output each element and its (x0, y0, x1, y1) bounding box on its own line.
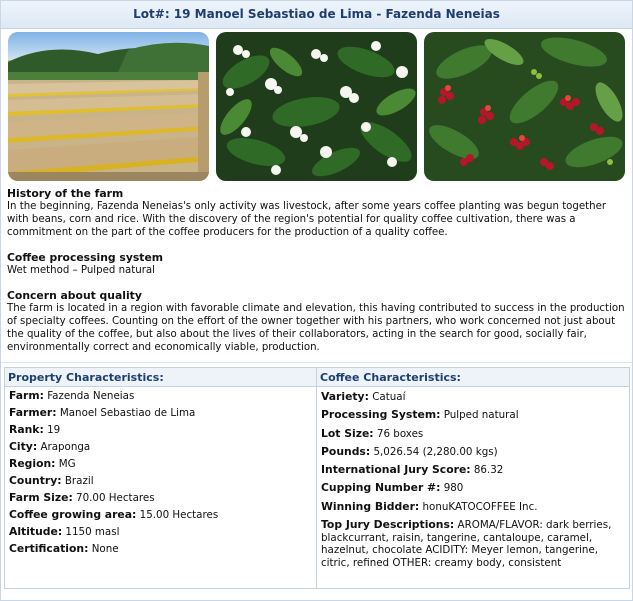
coffee-row-pounds: Pounds: 5,026.54 (2,280.00 kgs) (321, 444, 498, 458)
coffee-row-processing: Processing System: Pulped natural (321, 408, 519, 422)
property-row-certification: Certification: None (9, 542, 119, 555)
property-row-farm: Farm: Fazenda Neneias (9, 389, 135, 402)
characteristics-table (4, 367, 630, 589)
photo-strip (1, 29, 632, 181)
property-row-farmer: Farmer: Manoel Sebastiao de Lima (9, 406, 196, 419)
quality-heading: Concern about quality (7, 289, 142, 302)
lot-title: Lot#: 19 Manoel Sebastiao de Lima - Fazenda Neneias (1, 1, 632, 29)
history-text: In the beginning, Fazenda Neneias's only activity was livestock, after some years coffee planting was begun together with beans, corn and rice. With the discovery of the region's potential for quality coffee cultivation, there was a commitment on the part of the coffee producers for the production of a quality coffee. (7, 201, 607, 238)
coffee-row-variety: Variety: Catuaí (321, 390, 406, 403)
property-row-growing-area: Coffee growing area: 15.00 Hectares (9, 508, 219, 521)
coffee-row-cupping-number: Cupping Number #: 980 (321, 481, 464, 495)
coffee-row-lot-size: Lot Size: 76 boxes (321, 426, 424, 440)
property-rows (5, 387, 316, 560)
coffee-characteristics (317, 368, 629, 588)
property-characteristics (5, 368, 317, 588)
coffee-row-jury-score: International Jury Score: 86.32 (321, 463, 504, 477)
property-row-farm-size: Farm Size: 70.00 Hectares (9, 491, 155, 504)
farm-story (1, 181, 632, 354)
property-row-city: City: Araponga (9, 440, 91, 453)
history-heading: History of the farm (7, 187, 124, 200)
processing-text: Wet method – Pulped natural (7, 265, 155, 276)
coffee-cherries-photo (424, 32, 625, 181)
drying-beds-photo (8, 32, 209, 181)
quality-text: The farm is located in a region with favorable climate and elevation, this having contributed to success in the production of specialty coffees. Counting on the effort of the owner together with his partners, who work concerned not just about the quality of the coffee, but also about the lives of their collaborators, acting in the search for good, socially fair, environmentally correct and economically viable, production. (7, 303, 625, 353)
property-row-altitude: Altitude: 1150 masl (9, 525, 120, 538)
coffee-row-winning-bidder: Winning Bidder: honuKATOCOFFEE Inc. (321, 499, 538, 513)
property-row-region: Region: MG (9, 457, 76, 470)
property-heading: Property Characteristics: (5, 368, 316, 387)
processing-heading: Coffee processing system (7, 251, 164, 264)
property-row-rank: Rank: 19 (9, 423, 61, 436)
coffee-row-jury-descriptions: Top Jury Descriptions: AROMA/FLAVOR: dark berries, blackcurrant, raisin, tangerine, cantaloupe, caramel, hazelnut, chocolate ACIDITY: Meyer lemon, tangerine, citric, refined OTHER: creamy body, consistent (321, 518, 612, 570)
coffee-flowers-photo (216, 32, 417, 181)
section-divider (1, 362, 632, 363)
coffee-rows (317, 387, 629, 570)
property-row-country: Country: Brazil (9, 474, 94, 487)
coffee-heading: Coffee Characteristics: (317, 368, 629, 387)
